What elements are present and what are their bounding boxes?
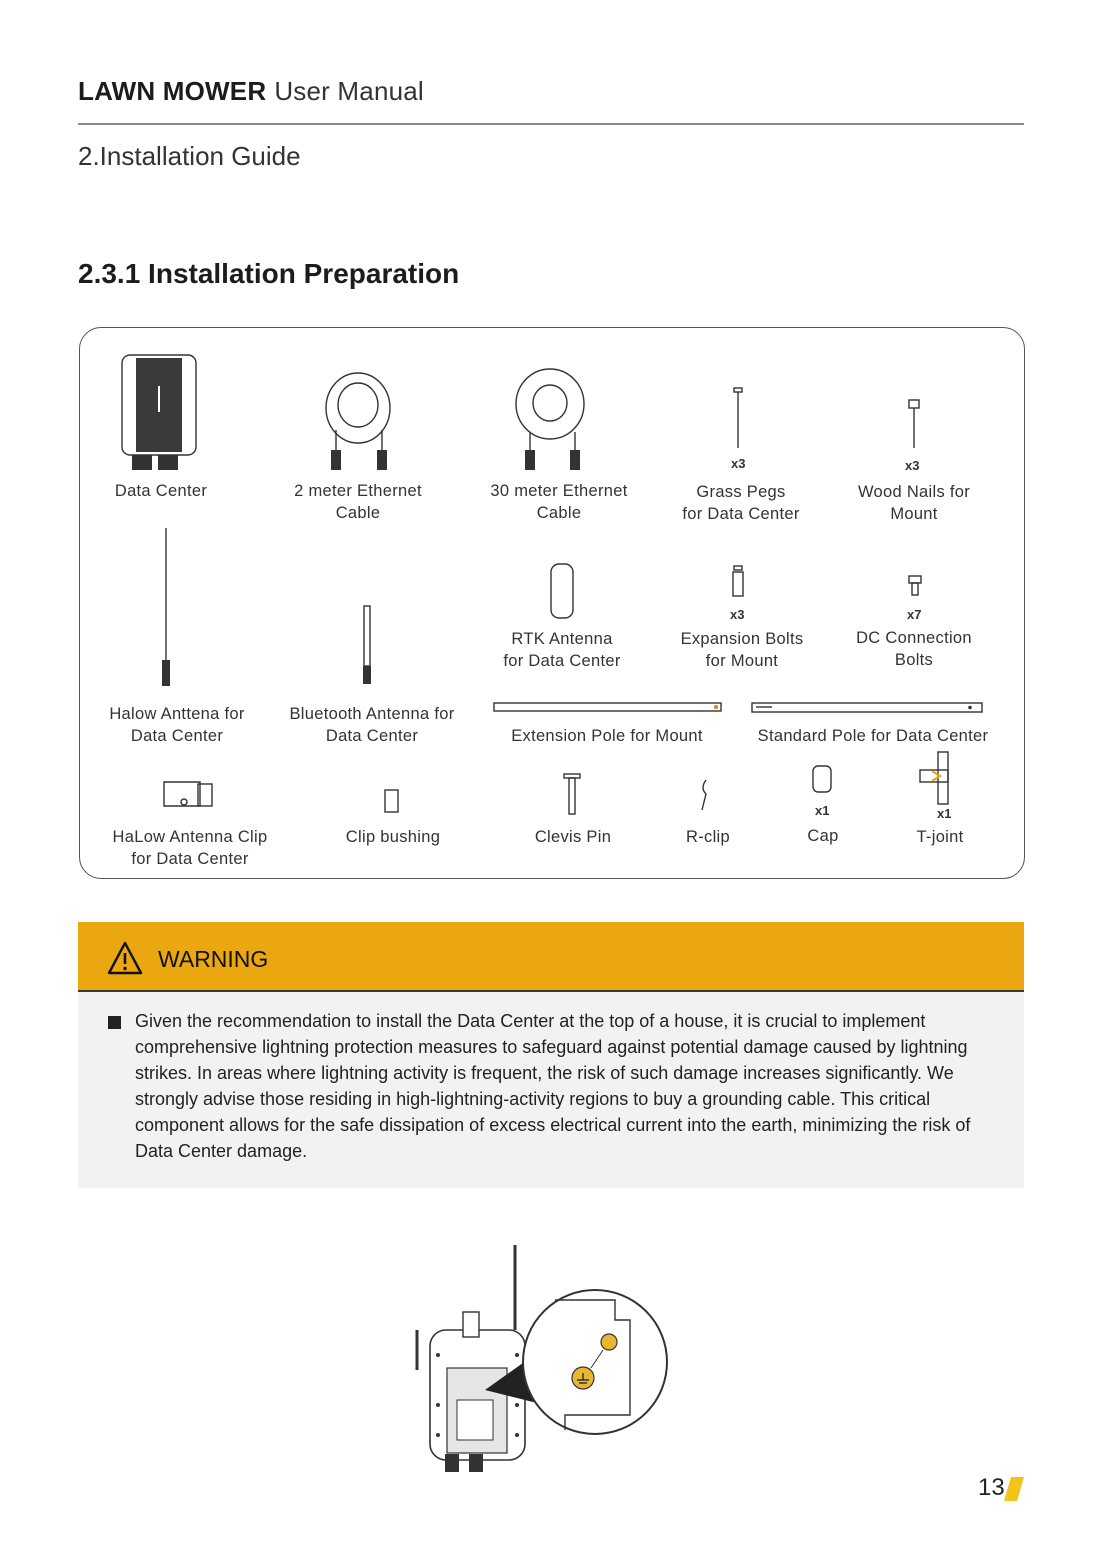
expansion-bolts-qty: x3 [730,607,745,622]
section-title: 2.Installation Guide [78,141,301,171]
part-label-wood-nails: Wood Nails for Mount [857,483,971,523]
grounding-illustration [405,1240,675,1475]
bluetooth-antenna-icon [363,606,371,684]
bullet-square [108,1016,121,1029]
bolt-icon [909,576,921,595]
rtk-antenna-icon [551,564,573,618]
part-label-grass-pegs: Grass Pegs for Data Center [682,483,800,523]
page-heading: 2.3.1 Installation Preparation [78,258,460,289]
clevis-pin-icon [564,774,580,814]
part-label-bt-antenna: Bluetooth Antenna for Data Center [289,705,455,745]
cap-icon [813,766,831,792]
part-label-t-joint: T-joint [916,828,964,846]
standard-pole-icon [752,703,982,712]
part-label-halow-clip: HaLow Antenna Clip for Data Center [112,828,268,868]
clip-bushing-icon [385,790,398,812]
part-label-clevis-pin: Clevis Pin [534,828,612,846]
ethernet-cable-icon [326,373,390,470]
manual-subtitle: User Manual [274,76,424,106]
t-joint-icon [920,752,948,804]
ethernet-cable-icon [516,369,584,470]
wood-nails-qty: x3 [905,458,920,473]
part-label-ethernet-30m: 30 meter Ethernet Cable [490,482,628,522]
part-label-data-center: Data Center [114,482,208,500]
grass-peg-icon [734,388,742,448]
grass-pegs-qty: x3 [731,456,746,471]
part-label-rtk-antenna: RTK Antenna for Data Center [503,630,621,670]
page-number: 13 [978,1474,1005,1501]
part-label-r-clip: R-clip [686,828,730,846]
warning-title: WARNING [158,946,269,972]
extension-pole-icon [494,703,721,711]
part-label-extension-pole: Extension Pole for Mount [511,727,703,745]
warning-triangle-icon [106,940,144,976]
part-label-standard-pole: Standard Pole for Data Center [757,727,989,745]
warning-text: Given the recommendation to install the Data Center at the top of a house, it is crucial to implement comprehensive lightning protection measures to safeguard against potential damage caused by lightning strikes. In areas where lightning activity is frequent, the risk of such damage increases significantly. We strongly advise those residing in high-lightning-activity regions to buy a grounding cable. This critical component allows for the safe dissipation of excess electrical current into the earth, minimizing the risk of Data Center damage. [135,1011,971,1161]
halow-antenna-icon [162,528,170,686]
part-label-clip-bushing: Clip bushing [345,828,441,846]
part-label-cap: Cap [807,827,839,845]
part-label-expansion-bolts: Expansion Bolts for Mount [680,630,804,670]
part-label-ethernet-2m: 2 meter Ethernet Cable [294,482,422,522]
dc-bolts-qty: x7 [907,607,922,622]
antenna-clip-icon [164,782,212,806]
wood-nail-icon [909,400,919,448]
cap-qty: x1 [815,803,830,818]
data-center-icon [122,355,196,470]
page-marker-icon [1004,1477,1024,1501]
expansion-bolt-icon [733,566,743,596]
part-label-halow-antenna: Halow Anttena for Data Center [109,705,245,745]
part-label-dc-bolts: DC Connection Bolts [856,629,972,669]
t-joint-qty: x1 [937,806,952,821]
r-clip-icon [702,780,706,810]
brand-name: LAWN MOWER [78,76,267,106]
